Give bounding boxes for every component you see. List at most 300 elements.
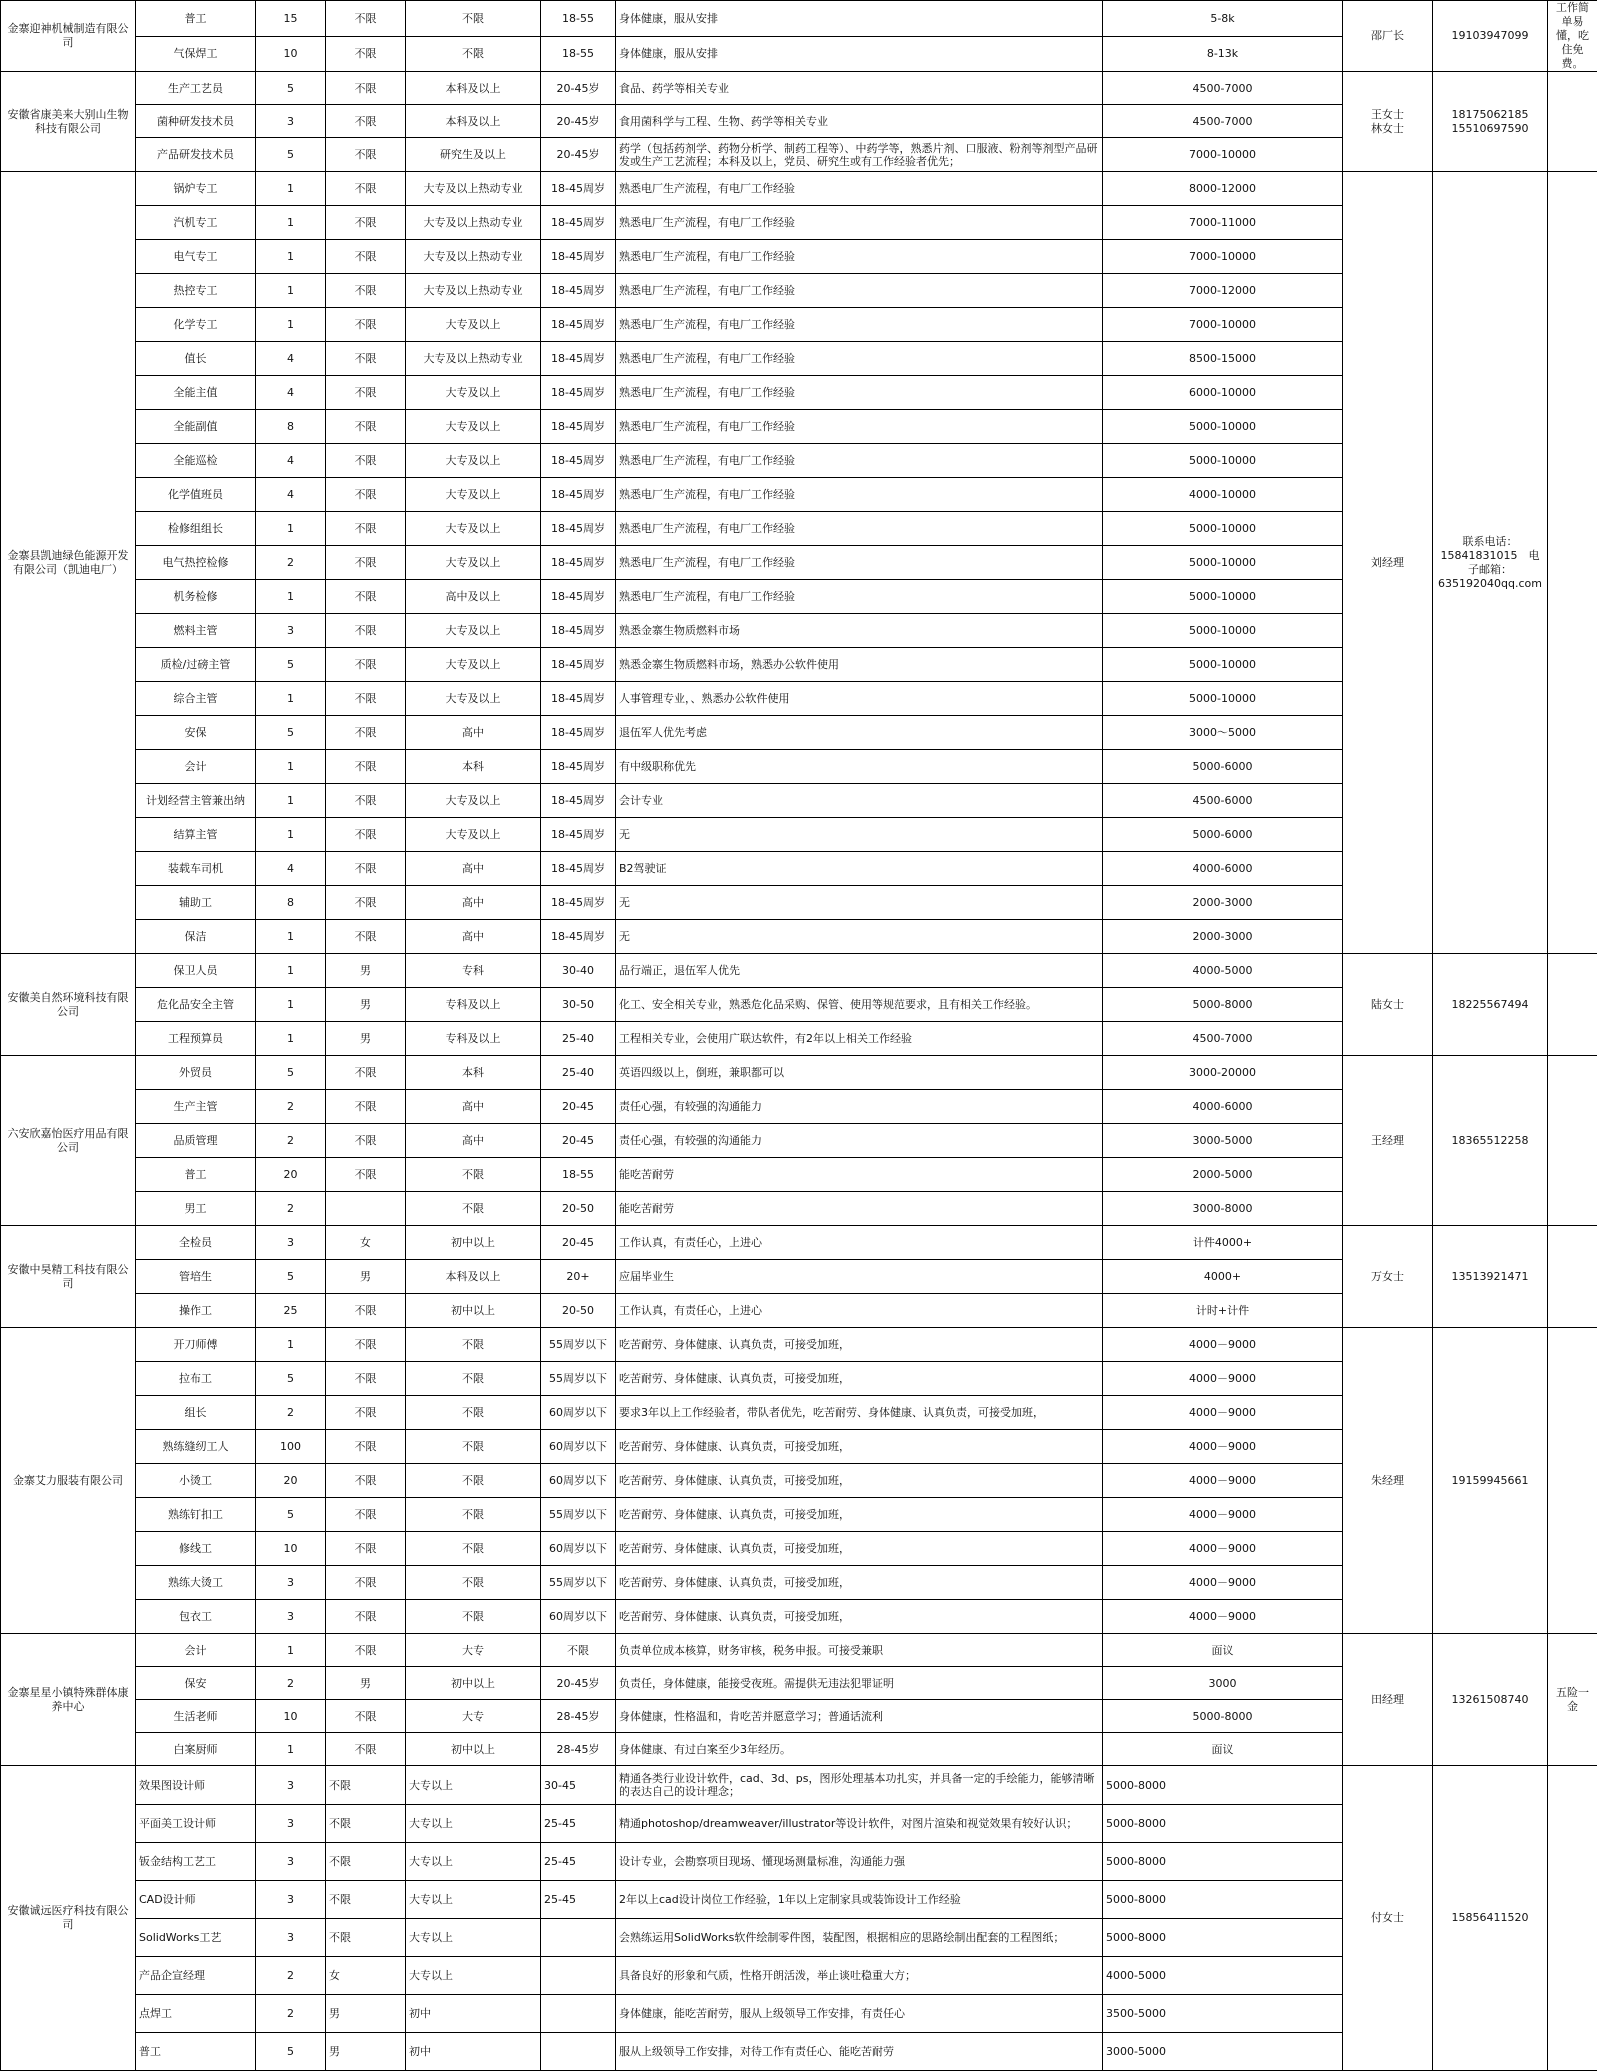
job-salary-cell: 计件4000+ bbox=[1103, 1226, 1343, 1260]
job-title-cell: 熟练钉扣工 bbox=[136, 1498, 256, 1532]
job-count-cell: 8 bbox=[256, 410, 326, 444]
job-education-cell: 大专以上 bbox=[406, 1843, 541, 1881]
job-age-cell: 18-55 bbox=[541, 36, 616, 72]
job-gender-cell: 不限 bbox=[326, 1766, 406, 1805]
job-title-cell: 平面美工设计师 bbox=[136, 1805, 256, 1843]
job-education-cell: 大专及以上热动专业 bbox=[406, 206, 541, 240]
job-salary-cell: 5000-8000 bbox=[1103, 1919, 1343, 1957]
job-title-cell: 修线工 bbox=[136, 1532, 256, 1566]
job-count-cell: 5 bbox=[256, 1056, 326, 1090]
job-count-cell: 1 bbox=[256, 274, 326, 308]
job-requirements-cell: 吃苦耐劳、身体健康、认真负责，可接受加班， bbox=[616, 1566, 1103, 1600]
contact-phone-cell: 18365512258 bbox=[1433, 1056, 1548, 1226]
job-gender-cell: 不限 bbox=[326, 1328, 406, 1362]
job-education-cell: 专科 bbox=[406, 954, 541, 988]
job-age-cell: 30-50 bbox=[541, 988, 616, 1022]
job-age-cell: 60周岁以下 bbox=[541, 1430, 616, 1464]
job-education-cell: 初中以上 bbox=[406, 1667, 541, 1700]
job-education-cell: 研究生及以上 bbox=[406, 138, 541, 172]
job-education-cell: 大专及以上 bbox=[406, 478, 541, 512]
job-count-cell: 5 bbox=[256, 138, 326, 172]
remark-cell bbox=[1548, 1766, 1597, 2071]
job-count-cell: 3 bbox=[256, 105, 326, 138]
job-gender-cell: 不限 bbox=[326, 1464, 406, 1498]
job-salary-cell: 5000-8000 bbox=[1103, 988, 1343, 1022]
job-requirements-cell: 熟悉电厂生产流程，有电厂工作经验 bbox=[616, 580, 1103, 614]
job-title-cell: 燃料主管 bbox=[136, 614, 256, 648]
job-count-cell: 5 bbox=[256, 1362, 326, 1396]
job-requirements-cell: 熟悉电厂生产流程，有电厂工作经验 bbox=[616, 512, 1103, 546]
job-requirements-cell: 熟悉电厂生产流程，有电厂工作经验 bbox=[616, 478, 1103, 512]
company-name-cell: 安徽美自然环境科技有限公司 bbox=[1, 954, 136, 1056]
job-age-cell: 18-45周岁 bbox=[541, 750, 616, 784]
job-education-cell: 大专及以上热动专业 bbox=[406, 274, 541, 308]
job-education-cell: 不限 bbox=[406, 1430, 541, 1464]
contact-phone-cell: 联系电话： 15841831015 电子邮箱： 635192040qq.com bbox=[1433, 172, 1548, 954]
job-title-cell: 机务检修 bbox=[136, 580, 256, 614]
job-salary-cell: 8000-12000 bbox=[1103, 172, 1343, 206]
job-count-cell: 5 bbox=[256, 2033, 326, 2071]
table-row bbox=[1, 1766, 1597, 1805]
job-count-cell: 3 bbox=[256, 1881, 326, 1919]
job-title-cell: 气保焊工 bbox=[136, 36, 256, 72]
job-gender-cell: 不限 bbox=[326, 784, 406, 818]
job-count-cell: 1 bbox=[256, 172, 326, 206]
job-title-cell: 品质管理 bbox=[136, 1124, 256, 1158]
job-education-cell: 大专及以上 bbox=[406, 308, 541, 342]
job-requirements-cell: 熟悉电厂生产流程，有电厂工作经验 bbox=[616, 172, 1103, 206]
job-gender-cell: 不限 bbox=[326, 1362, 406, 1396]
job-count-cell: 2 bbox=[256, 1124, 326, 1158]
job-count-cell: 3 bbox=[256, 1805, 326, 1843]
job-education-cell: 高中 bbox=[406, 716, 541, 750]
job-gender-cell: 不限 bbox=[326, 682, 406, 716]
job-salary-cell: 3000 bbox=[1103, 1667, 1343, 1700]
job-requirements-cell: 能吃苦耐劳 bbox=[616, 1158, 1103, 1192]
job-gender-cell: 不限 bbox=[326, 1805, 406, 1843]
job-count-cell: 1 bbox=[256, 1022, 326, 1056]
job-count-cell: 4 bbox=[256, 444, 326, 478]
job-title-cell: 白案厨师 bbox=[136, 1733, 256, 1766]
job-gender-cell: 女 bbox=[326, 1226, 406, 1260]
job-requirements-cell: 2年以上cad设计岗位工作经验，1年以上定制家具或装饰设计工作经验 bbox=[616, 1881, 1103, 1919]
job-salary-cell: 4000-10000 bbox=[1103, 478, 1343, 512]
job-age-cell: 18-45周岁 bbox=[541, 648, 616, 682]
job-age-cell: 18-45周岁 bbox=[541, 614, 616, 648]
job-gender-cell: 不限 bbox=[326, 886, 406, 920]
job-salary-cell: 4500-7000 bbox=[1103, 1022, 1343, 1056]
job-count-cell: 1 bbox=[256, 954, 326, 988]
job-requirements-cell: 应届毕业生 bbox=[616, 1260, 1103, 1294]
job-title-cell: 管培生 bbox=[136, 1260, 256, 1294]
job-age-cell: 25-45 bbox=[541, 1843, 616, 1881]
job-count-cell: 1 bbox=[256, 1328, 326, 1362]
job-salary-cell: 5000-10000 bbox=[1103, 682, 1343, 716]
job-age-cell: 18-45周岁 bbox=[541, 376, 616, 410]
job-gender-cell: 不限 bbox=[326, 1430, 406, 1464]
job-education-cell: 不限 bbox=[406, 1362, 541, 1396]
contact-phone-cell: 18225567494 bbox=[1433, 954, 1548, 1056]
job-count-cell: 3 bbox=[256, 1843, 326, 1881]
job-gender-cell: 不限 bbox=[326, 376, 406, 410]
job-count-cell: 2 bbox=[256, 1957, 326, 1995]
job-age-cell: 30-40 bbox=[541, 954, 616, 988]
job-salary-cell: 2000-3000 bbox=[1103, 886, 1343, 920]
job-gender-cell: 不限 bbox=[326, 308, 406, 342]
job-gender-cell: 不限 bbox=[326, 750, 406, 784]
job-education-cell: 本科及以上 bbox=[406, 105, 541, 138]
job-education-cell: 高中 bbox=[406, 886, 541, 920]
job-gender-cell: 不限 bbox=[326, 72, 406, 105]
job-education-cell: 不限 bbox=[406, 1566, 541, 1600]
table-row bbox=[1, 1328, 1597, 1362]
job-education-cell: 不限 bbox=[406, 1498, 541, 1532]
job-count-cell: 5 bbox=[256, 1498, 326, 1532]
job-title-cell: 值长 bbox=[136, 342, 256, 376]
job-count-cell: 3 bbox=[256, 1919, 326, 1957]
job-requirements-cell: 熟悉电厂生产流程，有电厂工作经验 bbox=[616, 546, 1103, 580]
job-age-cell: 25-45 bbox=[541, 1881, 616, 1919]
job-age-cell: 55周岁以下 bbox=[541, 1328, 616, 1362]
job-requirements-cell: 吃苦耐劳、身体健康、认真负责，可接受加班， bbox=[616, 1498, 1103, 1532]
job-age-cell bbox=[541, 1919, 616, 1957]
job-requirements-cell: 负责单位成本核算，财务审核，税务申报。可接受兼职 bbox=[616, 1634, 1103, 1667]
job-title-cell: 男工 bbox=[136, 1192, 256, 1226]
job-gender-cell: 不限 bbox=[326, 444, 406, 478]
job-count-cell: 1 bbox=[256, 920, 326, 954]
job-salary-cell: 7000-10000 bbox=[1103, 240, 1343, 274]
job-title-cell: 包衣工 bbox=[136, 1600, 256, 1634]
job-salary-cell: 计时+计件 bbox=[1103, 1294, 1343, 1328]
job-education-cell: 初中 bbox=[406, 1995, 541, 2033]
job-education-cell: 初中以上 bbox=[406, 1226, 541, 1260]
job-age-cell: 18-45周岁 bbox=[541, 716, 616, 750]
job-education-cell: 不限 bbox=[406, 1532, 541, 1566]
job-education-cell: 专科及以上 bbox=[406, 1022, 541, 1056]
job-title-cell: 操作工 bbox=[136, 1294, 256, 1328]
job-requirements-cell: 熟悉金寨生物质燃料市场 bbox=[616, 614, 1103, 648]
job-gender-cell: 不限 bbox=[326, 206, 406, 240]
company-name-cell: 安徽诚远医疗科技有限公司 bbox=[1, 1766, 136, 2071]
table-row bbox=[1, 72, 1597, 105]
job-salary-cell: 5000-8000 bbox=[1103, 1766, 1343, 1805]
job-count-cell: 2 bbox=[256, 1192, 326, 1226]
company-name-cell: 六安欣嘉怡医疗用品有限公司 bbox=[1, 1056, 136, 1226]
job-salary-cell: 7000-10000 bbox=[1103, 138, 1343, 172]
job-salary-cell: 4500-7000 bbox=[1103, 72, 1343, 105]
job-title-cell: 危化品安全主管 bbox=[136, 988, 256, 1022]
job-count-cell: 5 bbox=[256, 716, 326, 750]
job-salary-cell: 4000+ bbox=[1103, 1260, 1343, 1294]
contact-person-cell: 付女士 bbox=[1343, 1766, 1433, 2071]
job-requirements-cell: 身体健康，服从安排 bbox=[616, 1, 1103, 37]
job-salary-cell: 3000-20000 bbox=[1103, 1056, 1343, 1090]
job-age-cell: 60周岁以下 bbox=[541, 1532, 616, 1566]
job-requirements-cell: 化工、安全相关专业，熟悉危化品采购、保管、使用等规范要求，且有相关工作经验。 bbox=[616, 988, 1103, 1022]
job-gender-cell: 不限 bbox=[326, 1733, 406, 1766]
company-name-cell: 金寨艾力服装有限公司 bbox=[1, 1328, 136, 1634]
job-gender-cell: 不限 bbox=[326, 1843, 406, 1881]
job-requirements-cell: 会计专业 bbox=[616, 784, 1103, 818]
job-requirements-cell: 具备良好的形象和气质，性格开朗活泼，举止谈吐稳重大方； bbox=[616, 1957, 1103, 1995]
job-education-cell: 大专 bbox=[406, 1700, 541, 1733]
job-salary-cell: 4500-7000 bbox=[1103, 105, 1343, 138]
job-title-cell: 全检员 bbox=[136, 1226, 256, 1260]
job-age-cell: 18-45周岁 bbox=[541, 342, 616, 376]
job-title-cell: 普工 bbox=[136, 1, 256, 37]
job-salary-cell: 3000-5000 bbox=[1103, 1124, 1343, 1158]
job-age-cell: 不限 bbox=[541, 1634, 616, 1667]
job-title-cell: 化学值班员 bbox=[136, 478, 256, 512]
job-age-cell: 18-45周岁 bbox=[541, 512, 616, 546]
job-count-cell: 5 bbox=[256, 648, 326, 682]
remark-cell bbox=[1548, 1226, 1597, 1328]
job-count-cell: 4 bbox=[256, 852, 326, 886]
job-age-cell: 18-45周岁 bbox=[541, 240, 616, 274]
job-age-cell bbox=[541, 1957, 616, 1995]
job-salary-cell: 7000-12000 bbox=[1103, 274, 1343, 308]
job-salary-cell: 5000-10000 bbox=[1103, 614, 1343, 648]
job-gender-cell: 女 bbox=[326, 1957, 406, 1995]
job-age-cell: 18-45周岁 bbox=[541, 274, 616, 308]
job-count-cell: 15 bbox=[256, 1, 326, 37]
job-requirements-cell: 熟悉电厂生产流程，有电厂工作经验 bbox=[616, 308, 1103, 342]
job-count-cell: 25 bbox=[256, 1294, 326, 1328]
contact-person-cell: 王经理 bbox=[1343, 1056, 1433, 1226]
job-age-cell: 18-45周岁 bbox=[541, 172, 616, 206]
job-title-cell: 综合主管 bbox=[136, 682, 256, 716]
job-salary-cell: 4000-5000 bbox=[1103, 954, 1343, 988]
job-requirements-cell: 无 bbox=[616, 920, 1103, 954]
job-age-cell: 18-45周岁 bbox=[541, 308, 616, 342]
job-salary-cell: 5000-6000 bbox=[1103, 818, 1343, 852]
job-title-cell: 开刀师傅 bbox=[136, 1328, 256, 1362]
job-requirements-cell: 工程相关专业，会使用广联达软件，有2年以上相关工作经验 bbox=[616, 1022, 1103, 1056]
job-count-cell: 3 bbox=[256, 1600, 326, 1634]
job-salary-cell: 5000-6000 bbox=[1103, 750, 1343, 784]
job-count-cell: 1 bbox=[256, 580, 326, 614]
job-title-cell: SolidWorks工艺 bbox=[136, 1919, 256, 1957]
job-age-cell: 18-45周岁 bbox=[541, 580, 616, 614]
job-age-cell: 25-40 bbox=[541, 1056, 616, 1090]
job-title-cell: 热控专工 bbox=[136, 274, 256, 308]
job-requirements-cell: 吃苦耐劳、身体健康、认真负责，可接受加班， bbox=[616, 1600, 1103, 1634]
job-count-cell: 1 bbox=[256, 784, 326, 818]
company-name-cell: 安徽中昊精工科技有限公司 bbox=[1, 1226, 136, 1328]
job-title-cell: 会计 bbox=[136, 1634, 256, 1667]
job-title-cell: 全能巡检 bbox=[136, 444, 256, 478]
job-gender-cell: 不限 bbox=[326, 410, 406, 444]
job-salary-cell: 6000-10000 bbox=[1103, 376, 1343, 410]
job-gender-cell: 不限 bbox=[326, 1090, 406, 1124]
job-requirements-cell: 熟悉电厂生产流程，有电厂工作经验 bbox=[616, 410, 1103, 444]
job-requirements-cell: 吃苦耐劳、身体健康、认真负责，可接受加班， bbox=[616, 1328, 1103, 1362]
job-title-cell: 结算主管 bbox=[136, 818, 256, 852]
job-requirements-cell: 工作认真，有责任心，上进心 bbox=[616, 1226, 1103, 1260]
job-education-cell: 大专以上 bbox=[406, 1881, 541, 1919]
job-salary-cell: 5000-10000 bbox=[1103, 512, 1343, 546]
job-salary-cell: 4000－9000 bbox=[1103, 1600, 1343, 1634]
job-education-cell: 大专及以上 bbox=[406, 614, 541, 648]
job-title-cell: 保安 bbox=[136, 1667, 256, 1700]
job-requirements-cell: 精通各类行业设计软件，cad、3d、ps，图形处理基本功扎实，并具备一定的手绘能力，能够清晰的表达自己的设计理念； bbox=[616, 1766, 1103, 1805]
job-education-cell: 初中以上 bbox=[406, 1294, 541, 1328]
job-count-cell: 5 bbox=[256, 72, 326, 105]
company-name-cell: 安徽省康美来大别山生物科技有限公司 bbox=[1, 72, 136, 172]
job-education-cell: 高中 bbox=[406, 1124, 541, 1158]
job-education-cell: 专科及以上 bbox=[406, 988, 541, 1022]
job-gender-cell: 不限 bbox=[326, 1294, 406, 1328]
job-title-cell: 化学专工 bbox=[136, 308, 256, 342]
job-count-cell: 1 bbox=[256, 988, 326, 1022]
job-age-cell: 18-45周岁 bbox=[541, 444, 616, 478]
job-requirements-cell: 设计专业，会勘察项目现场、懂现场测量标准，沟通能力强 bbox=[616, 1843, 1103, 1881]
job-gender-cell: 不限 bbox=[326, 1700, 406, 1733]
job-count-cell: 100 bbox=[256, 1430, 326, 1464]
company-name-cell: 金寨迎神机械制造有限公司 bbox=[1, 1, 136, 72]
job-requirements-cell: B2驾驶证 bbox=[616, 852, 1103, 886]
job-salary-cell: 3000～5000 bbox=[1103, 716, 1343, 750]
job-requirements-cell: 人事管理专业，、熟悉办公软件使用 bbox=[616, 682, 1103, 716]
job-salary-cell: 3500-5000 bbox=[1103, 1995, 1343, 2033]
remark-cell bbox=[1548, 954, 1597, 1056]
job-salary-cell: 4000－9000 bbox=[1103, 1328, 1343, 1362]
job-age-cell: 18-45周岁 bbox=[541, 682, 616, 716]
job-count-cell: 2 bbox=[256, 1396, 326, 1430]
job-title-cell: 产品研发技术员 bbox=[136, 138, 256, 172]
job-education-cell: 高中及以上 bbox=[406, 580, 541, 614]
job-count-cell: 1 bbox=[256, 750, 326, 784]
job-salary-cell: 2000-5000 bbox=[1103, 1158, 1343, 1192]
remark-cell: 五险一金 bbox=[1548, 1634, 1597, 1766]
remark-cell bbox=[1548, 72, 1597, 172]
job-title-cell: 外贸员 bbox=[136, 1056, 256, 1090]
job-count-cell: 4 bbox=[256, 478, 326, 512]
job-education-cell: 大专及以上 bbox=[406, 546, 541, 580]
job-salary-cell: 4000-6000 bbox=[1103, 852, 1343, 886]
job-requirements-cell: 能吃苦耐劳 bbox=[616, 1192, 1103, 1226]
job-title-cell: 全能主值 bbox=[136, 376, 256, 410]
job-education-cell: 不限 bbox=[406, 36, 541, 72]
job-count-cell: 1 bbox=[256, 1634, 326, 1667]
job-count-cell: 10 bbox=[256, 1700, 326, 1733]
job-salary-cell: 4000－9000 bbox=[1103, 1464, 1343, 1498]
job-requirements-cell: 食用菌科学与工程、生物、药学等相关专业 bbox=[616, 105, 1103, 138]
job-salary-cell: 4000－9000 bbox=[1103, 1430, 1343, 1464]
job-title-cell: 汽机专工 bbox=[136, 206, 256, 240]
remark-cell: 工作简单易懂，吃住免费。 bbox=[1548, 1, 1597, 72]
job-education-cell: 大专及以上 bbox=[406, 444, 541, 478]
job-age-cell: 60周岁以下 bbox=[541, 1464, 616, 1498]
job-education-cell: 不限 bbox=[406, 1396, 541, 1430]
job-requirements-cell: 服从上级领导工作安排，对待工作有责任心、能吃苦耐劳 bbox=[616, 2033, 1103, 2071]
contact-person-cell: 刘经理 bbox=[1343, 172, 1433, 954]
job-title-cell: 拉布工 bbox=[136, 1362, 256, 1396]
job-title-cell: 产品企宣经理 bbox=[136, 1957, 256, 1995]
job-title-cell: 组长 bbox=[136, 1396, 256, 1430]
job-requirements-cell: 熟悉电厂生产流程，有电厂工作经验 bbox=[616, 240, 1103, 274]
job-count-cell: 1 bbox=[256, 818, 326, 852]
job-count-cell: 1 bbox=[256, 682, 326, 716]
job-education-cell: 大专及以上 bbox=[406, 410, 541, 444]
job-age-cell: 30-45 bbox=[541, 1766, 616, 1805]
table-row bbox=[1, 1, 1597, 37]
job-education-cell: 大专及以上 bbox=[406, 512, 541, 546]
job-age-cell: 55周岁以下 bbox=[541, 1498, 616, 1532]
company-name-cell: 金寨县凯迪绿色能源开发有限公司（凯迪电厂） bbox=[1, 172, 136, 954]
job-gender-cell: 不限 bbox=[326, 818, 406, 852]
job-title-cell: 点焊工 bbox=[136, 1995, 256, 2033]
job-salary-cell: 5000-8000 bbox=[1103, 1843, 1343, 1881]
job-title-cell: 辅助工 bbox=[136, 886, 256, 920]
job-count-cell: 10 bbox=[256, 1532, 326, 1566]
job-title-cell: 锅炉专工 bbox=[136, 172, 256, 206]
job-title-cell: 检修组组长 bbox=[136, 512, 256, 546]
job-salary-cell: 5000-10000 bbox=[1103, 580, 1343, 614]
job-salary-cell: 4000－9000 bbox=[1103, 1566, 1343, 1600]
job-education-cell: 不限 bbox=[406, 1464, 541, 1498]
job-education-cell: 不限 bbox=[406, 1192, 541, 1226]
job-education-cell: 大专以上 bbox=[406, 1805, 541, 1843]
job-title-cell: 电气专工 bbox=[136, 240, 256, 274]
job-title-cell: 质检/过磅主管 bbox=[136, 648, 256, 682]
job-title-cell: 普工 bbox=[136, 1158, 256, 1192]
job-requirements-cell: 食品、药学等相关专业 bbox=[616, 72, 1103, 105]
job-gender-cell: 男 bbox=[326, 1667, 406, 1700]
job-age-cell: 28-45岁 bbox=[541, 1733, 616, 1766]
job-count-cell: 20 bbox=[256, 1464, 326, 1498]
remark-cell bbox=[1548, 1328, 1597, 1634]
job-salary-cell: 4000-6000 bbox=[1103, 1090, 1343, 1124]
contact-phone-cell: 13261508740 bbox=[1433, 1634, 1548, 1766]
job-title-cell: 计划经营主管兼出纳 bbox=[136, 784, 256, 818]
company-name-cell: 金寨星星小镇特殊群体康养中心 bbox=[1, 1634, 136, 1766]
job-education-cell: 大专 bbox=[406, 1634, 541, 1667]
job-age-cell: 18-45周岁 bbox=[541, 886, 616, 920]
job-education-cell: 大专以上 bbox=[406, 1957, 541, 1995]
job-gender-cell: 不限 bbox=[326, 614, 406, 648]
job-education-cell: 不限 bbox=[406, 1600, 541, 1634]
job-gender-cell: 不限 bbox=[326, 512, 406, 546]
job-salary-cell: 5000-8000 bbox=[1103, 1700, 1343, 1733]
job-age-cell: 20-50 bbox=[541, 1192, 616, 1226]
job-requirements-cell: 熟悉电厂生产流程，有电厂工作经验 bbox=[616, 444, 1103, 478]
job-education-cell: 大专及以上 bbox=[406, 784, 541, 818]
job-gender-cell: 不限 bbox=[326, 172, 406, 206]
job-education-cell: 大专及以上 bbox=[406, 648, 541, 682]
contact-phone-cell: 13513921471 bbox=[1433, 1226, 1548, 1328]
job-age-cell: 18-45周岁 bbox=[541, 920, 616, 954]
job-age-cell: 20-45岁 bbox=[541, 1667, 616, 1700]
contact-phone-cell: 19103947099 bbox=[1433, 1, 1548, 72]
job-gender-cell: 男 bbox=[326, 1260, 406, 1294]
job-age-cell: 20-45岁 bbox=[541, 105, 616, 138]
job-gender-cell: 不限 bbox=[326, 240, 406, 274]
job-salary-cell: 4000－9000 bbox=[1103, 1532, 1343, 1566]
job-count-cell: 1 bbox=[256, 240, 326, 274]
contact-person-cell: 万女士 bbox=[1343, 1226, 1433, 1328]
job-education-cell: 高中 bbox=[406, 1090, 541, 1124]
job-age-cell bbox=[541, 2033, 616, 2071]
job-requirements-cell: 责任心强，有较强的沟通能力 bbox=[616, 1124, 1103, 1158]
job-title-cell: 装载车司机 bbox=[136, 852, 256, 886]
job-gender-cell: 不限 bbox=[326, 648, 406, 682]
contact-person-cell: 王女士 林女士 bbox=[1343, 72, 1433, 172]
job-age-cell: 55周岁以下 bbox=[541, 1362, 616, 1396]
job-gender-cell: 不限 bbox=[326, 274, 406, 308]
job-requirements-cell: 无 bbox=[616, 818, 1103, 852]
job-title-cell: 熟练缝纫工人 bbox=[136, 1430, 256, 1464]
